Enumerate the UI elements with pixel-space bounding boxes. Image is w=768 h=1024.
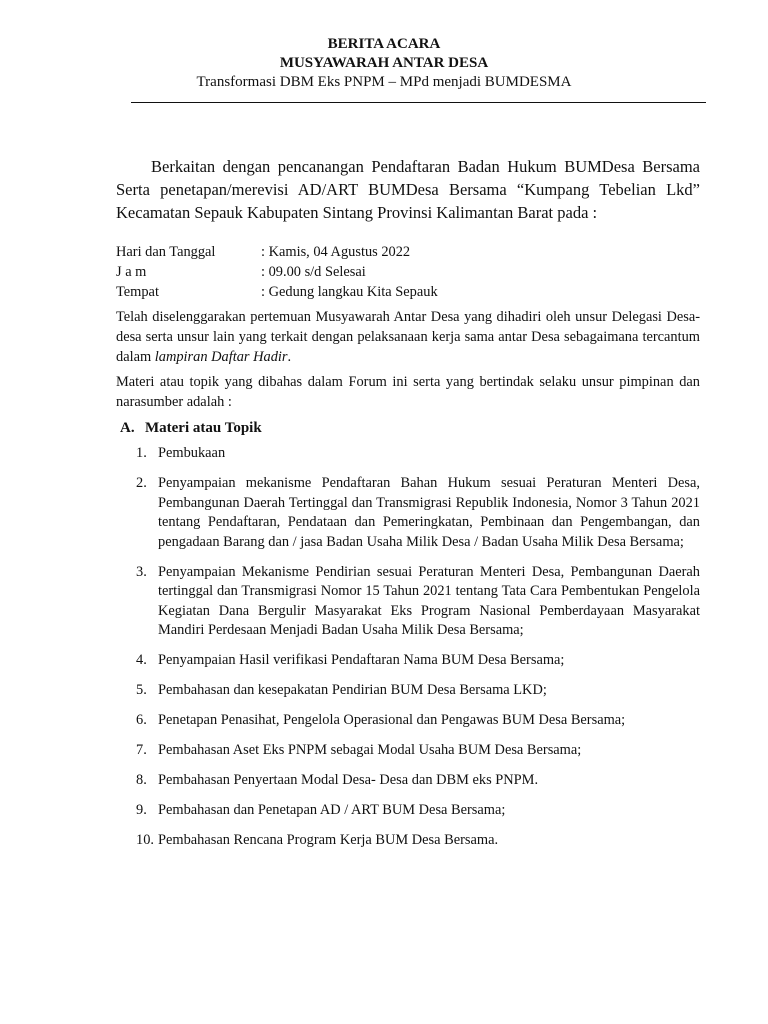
info-value: : 09.00 s/d Selesai: [261, 264, 366, 280]
list-item: [116, 771, 700, 791]
topic-list: [116, 444, 700, 861]
list-item-text: Pembahasan dan kesepakatan Pendirian BUM Desa Bersama LKD;: [158, 682, 547, 698]
list-number: 7.: [136, 742, 147, 758]
list-item-text: Penyampaian mekanisme Pendaftaran Bahan Hukum sesuai Peraturan Menteri Desa, Pembangunan Daerah Tertinggal dan Transmigrasi Republik Indonesia, Nomor 3 Tahun 2021 tentang Pendaftaran, Pendataan dan Pemeringkatan, Pembinaan dan Pengembangan, dan pengadaan Barang dan / jasa Badan Usaha Milik Desa / Badan Usaha Milik Desa Bersama;: [158, 475, 700, 550]
list-item-text: Penyampaian Hasil verifikasi Pendaftaran Nama BUM Desa Bersama;: [158, 652, 565, 668]
intro-paragraph: Berkaitan dengan pencanangan Pendaftaran Badan Hukum BUMDesa Bersama Serta penetapan/merevisi AD/ART BUMDesa Bersama “Kumpang Tebelian Lkd” Kecamatan Sepauk Kabupaten Sintang Provinsi Kalimantan Barat pada :: [116, 157, 700, 222]
attendance-paragraph: [116, 307, 700, 367]
list-item: [116, 651, 700, 671]
list-item: [116, 831, 700, 851]
list-item: [116, 711, 700, 731]
list-number: 10.: [136, 832, 154, 848]
section-heading: [120, 418, 262, 438]
document-title-secondary: MUSYAWARAH ANTAR DESA: [279, 55, 489, 71]
info-row-place: [116, 282, 706, 302]
list-number: 8.: [136, 772, 147, 788]
list-number: 5.: [136, 682, 147, 698]
document-subtitle: Transformasi DBM Eks PNPM – MPd menjadi BUMDESMA: [196, 74, 572, 90]
list-item: [116, 563, 700, 641]
list-item-text: Penyampaian Mekanisme Pendirian sesuai Peraturan Menteri Desa, Pembangunan Daerah tertinggal dan Transmigrasi Nomor 15 Tahun 2021 tentang Tata Cara Pembentukan Pengelola Kegiatan Dana Bergulir Masyarakat Eks Program Nasional Pemberdayaan Masyarakat Mandiri Perdesaan Menjadi Badan Usaha Milik Desa Bersama;: [158, 563, 700, 638]
header-divider: [131, 102, 706, 103]
list-number: 4.: [136, 652, 147, 668]
list-item-text: Penetapan Penasihat, Pengelola Operasional dan Pengawas BUM Desa Bersama;: [158, 712, 626, 728]
attendance-reference: lampiran Daftar Hadir: [154, 349, 288, 365]
list-item-text: Pembahasan Rencana Program Kerja BUM Desa Bersama.: [158, 832, 499, 848]
info-row-time: [116, 262, 706, 282]
list-number: 3.: [136, 563, 147, 580]
info-value: : Gedung langkau Kita Sepauk: [261, 284, 438, 300]
list-item: [116, 444, 700, 464]
list-item-text: Pembahasan Penyertaan Modal Desa- Desa dan DBM eks PNPM.: [158, 772, 539, 788]
info-label: J a m: [116, 264, 147, 280]
list-number: 6.: [136, 712, 147, 728]
list-item: [116, 801, 700, 821]
list-number: 2.: [136, 475, 147, 491]
info-row-date: [116, 242, 706, 262]
list-item: [116, 474, 700, 552]
meeting-info: [116, 242, 706, 302]
info-label: Hari dan Tanggal: [116, 244, 216, 260]
attendance-end: .: [287, 349, 292, 365]
list-item: [116, 741, 700, 761]
list-item: [116, 681, 700, 701]
attendance-text: Telah diselenggarakan pertemuan Musyawarah Antar Desa yang dihadiri oleh unsur Delegasi Desa-desa serta unsur lain yang terkait dengan pelaksanaan kerja sama antar Desa sebagaimana tercantum dalam: [116, 309, 700, 365]
document-title: BERITA ACARA: [327, 36, 441, 52]
info-label: Tempat: [116, 284, 159, 300]
section-title: Materi atau Topik: [145, 420, 262, 436]
list-number: 9.: [136, 802, 147, 818]
list-number: 1.: [136, 445, 147, 461]
materi-paragraph: Materi atau topik yang dibahas dalam Forum ini serta yang bertindak selaku unsur pimpinan dan narasumber adalah :: [116, 374, 700, 410]
list-item-text: Pembukaan: [158, 445, 226, 461]
document-header: [0, 35, 768, 92]
section-letter: A.: [120, 420, 135, 436]
list-item-text: Pembahasan dan Penetapan AD / ART BUM Desa Bersama;: [158, 802, 506, 818]
list-item-text: Pembahasan Aset Eks PNPM sebagai Modal Usaha BUM Desa Bersama;: [158, 742, 582, 758]
info-value: : Kamis, 04 Agustus 2022: [261, 244, 411, 260]
